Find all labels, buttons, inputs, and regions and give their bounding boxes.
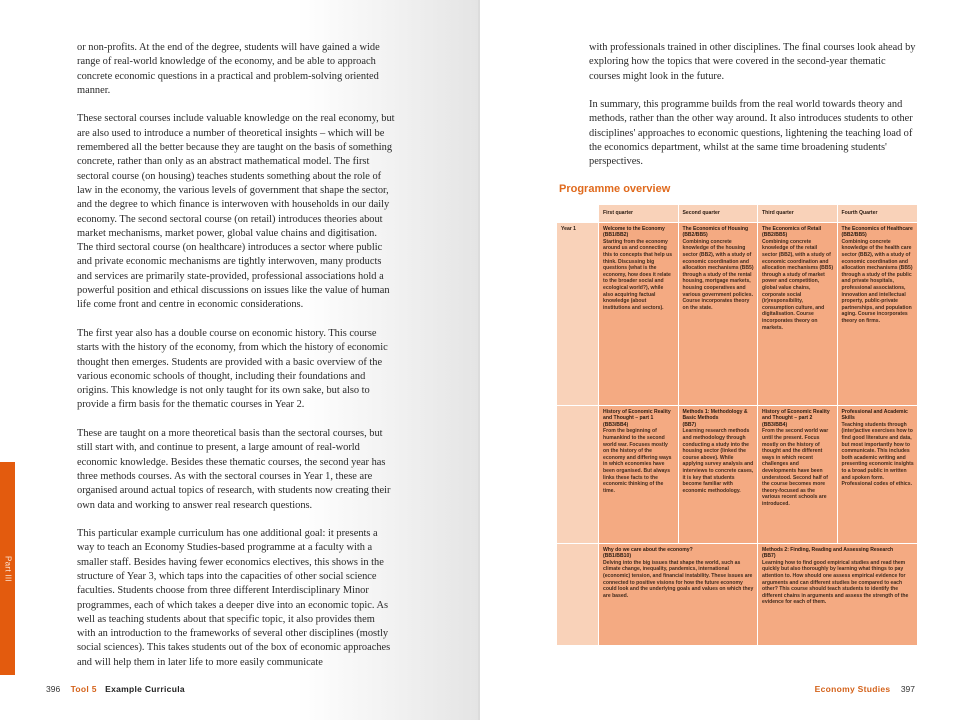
paragraph: These sectoral courses include valuable knowledge on the real economy, but are also used to introduce a number of theoretical insights – which will be remembered all the better because they are taught on the basis of something concrete, rather than only as an abstract mathematical model. The first sectoral course (on housing) teaches students something about the role of law in the economy, the various levels of government that shape the sector, and the degree to which finance is interwoven with households in our daily economy. The second sectoral course (on retail) introduces theories about market mechanisms, market power, global value chains and digitisation. The third sectoral course (on healthcare) introduces a sector where public and private economic mechanisms are tightly interwoven, many products and services are primarily state-provided, professional associations hold a powerful position and ethical discussions on issues like the value of human life come front and centre in economic considerations. bbox=[77, 113, 395, 311]
page-number: 397 bbox=[900, 684, 915, 694]
course-title: History of Economic Reality and Thought – part 2 bbox=[762, 408, 830, 422]
tool-label: Tool 5 bbox=[70, 684, 97, 694]
paragraph: In summary, this programme builds from the real world towards theory and methods, rather than the other way around. It also introduces students to other disciplines' approaches to economic questions, lightening the teaching load of the economics department, whilst at the same time broadening students' perspectives. bbox=[589, 99, 913, 168]
course-cell bbox=[838, 223, 918, 406]
year-label: Year 1 bbox=[557, 223, 599, 406]
header-cell: Third quarter bbox=[758, 205, 838, 223]
year-label-empty bbox=[557, 544, 599, 646]
course-description: Learning research methods and methodology through conducting a study into the housing sector (linked the course above). While applying survey analysis and interviews to concrete cases, it is key that students become familiar with economic methodology. bbox=[682, 428, 754, 494]
course-description: From the second world war until the present. Focus mostly on the history of thought and the different ways in which recent challenges and developments have been understood. Second half of the course becomes more theory-focused as the various recent schools are introduced. bbox=[762, 428, 829, 507]
section-heading: Programme overview bbox=[559, 183, 671, 195]
table-row bbox=[557, 406, 917, 544]
course-code: (BB7) bbox=[682, 421, 697, 428]
course-code: (BB7) bbox=[762, 553, 776, 560]
course-cell bbox=[758, 406, 838, 544]
course-cell-wide bbox=[758, 544, 917, 646]
course-description: Combining concrete knowledge of the retail sector (BB2), with a study of economic coordination and allocation mechanisms (BB5) through a study of market power and competition, global value chains, corporate social (ir)responsibility, consumption culture, and digitalisation. Course incorporates theory on markets. bbox=[762, 238, 834, 331]
course-title: Methods 1: Methodology & Basic Methods bbox=[682, 408, 748, 422]
course-cell bbox=[599, 223, 679, 406]
course-description: Teaching students through (inter)active exercises how to find good literature and data, but most importantly how to communicate. This includes both academic writing and presenting economic insights to a broad public in written and spoken form. Professional codes of ethics. bbox=[841, 421, 914, 488]
course-title: Methods 2: Finding, Reading and Assessing Research bbox=[762, 546, 894, 553]
course-title: The Economics of Healthcare bbox=[841, 225, 913, 232]
course-cell bbox=[838, 406, 918, 544]
course-title: Why do we care about the economy? bbox=[603, 546, 693, 553]
course-cell bbox=[679, 223, 759, 406]
course-code: (BB2/BB5) bbox=[762, 232, 788, 239]
year-label-empty bbox=[557, 406, 599, 544]
paragraph: with professionals trained in other disciplines. The final courses look ahead by exploring how the topics that were covered in the second-year thematic courses might look in the future. bbox=[589, 42, 916, 82]
course-title: The Economics of Housing bbox=[682, 225, 749, 232]
paragraph: This particular example curriculum has one additional goal: it presents a way to teach an Economy Studies-based programme at a faculty with a smaller staff. Besides having fewer economics electives, this shows in the structure of Year 3, which taps into the capacities of other social science faculties. Students choose from three different Interdisciplinary Minor programmes, each of which takes a deeper dive into an economic topic. As well as teaching students about that specific topic, it also provides them with an introduction to the frameworks of several other disciplines (mostly social sciences). This takes students out of the box of economic approaches and will help them in later life to more easily communicate bbox=[77, 528, 391, 668]
course-title: History of Economic Reality and Thought – part 1 bbox=[603, 408, 671, 422]
course-cell bbox=[758, 223, 838, 406]
table-header-row bbox=[557, 205, 917, 223]
course-code: (BB3/BB4) bbox=[762, 421, 788, 428]
course-description: Combining concrete knowledge of the housing sector (BB2), with a study of economic coordination and allocation mechanisms (BB5) through a study of the rental housing, mortgage markets, housing cooperatives and various government policies. Course incorporates theory on the state. bbox=[682, 238, 754, 311]
course-code: (BB2/BB5) bbox=[841, 232, 867, 239]
table-row bbox=[557, 544, 917, 646]
course-code: (BB3/BB4) bbox=[603, 421, 629, 428]
paragraph: These are taught on a more theoretical basis than the sectoral courses, but still start with, and continue to present, a large amount of real-world economic knowledge. Besides these thematic courses, the second year has three methods courses. As with the sectoral courses in Year 1, these are organised around actual topics of research, with students now creating their own data and working to answer real research questions. bbox=[77, 428, 391, 511]
course-description: Starting from the economy around us and connecting this to concepts that help us think. Discussing big questions (what is the economy, how does it relate to the broader social and ecological world?), while also acquiring factual knowledge (about institutions and sectors). bbox=[603, 238, 673, 311]
course-cell bbox=[679, 406, 759, 544]
right-footer bbox=[815, 684, 915, 694]
part-tab-label: Part III bbox=[3, 555, 12, 582]
course-cell-wide bbox=[599, 544, 758, 646]
paragraph: or non-profits. At the end of the degree, students will have gained a wide range of real-world knowledge of the economy, and be able to approach concrete economic questions in a practical and problem-solving oriented manner. bbox=[77, 42, 380, 96]
course-code: (BB1/BB10) bbox=[603, 553, 632, 560]
header-cell: Fourth Quarter bbox=[838, 205, 918, 223]
course-title: Professional and Academic Skills bbox=[841, 408, 908, 422]
left-body-text bbox=[77, 41, 395, 684]
course-title: The Economics of Retail bbox=[762, 225, 822, 232]
section-label: Example Curricula bbox=[105, 684, 185, 694]
course-description: Delving into the big issues that shape the world, such as climate change, inequality, pandemics, international (economic) tension, and financial instability. These issues are connected to positive visions for how the future economy could look and the underlying goals and values on which they are based. bbox=[603, 559, 754, 599]
part-tab bbox=[0, 462, 15, 675]
brand-label: Economy Studies bbox=[814, 684, 891, 694]
course-cell bbox=[599, 406, 679, 544]
course-description: Learning how to find good empirical studies and read them quickly but also thoroughly by learning what things to pay attention to. How should one assess empirical evidence for arguments and can different studies be compared to each other? This course should teach students to identify the different chains in arguments and assess the strength of the evidence for each of them. bbox=[762, 559, 909, 606]
paragraph: The first year also has a double course on economic history. This course starts with the history of the economy, from which the history of economic thought then emerges. Students are provided with a basic overview of the various economic schools of thought, including their foundations and origins. This knowledge is not only taught for its own sake, but also to provide a firm basis for the thematic courses in Year 2. bbox=[77, 327, 388, 411]
course-description: From the beginning of humankind to the second world war. Focuses mostly on the history of the economy and differing ways in which economies have been organised. But always links these facts to the economic thinking of the time. bbox=[603, 428, 672, 494]
right-body-text bbox=[589, 41, 919, 184]
page-number: 396 bbox=[46, 684, 61, 694]
header-cell: Second quarter bbox=[679, 205, 759, 223]
course-description: Combining concrete knowledge of the health care sector (BB2), with a study of economic coordination and allocation mechanisms (BB5) through a study of the public and private hospitals, professional associations, innovation and intellectual property, public-private partnerships, and population aging. Course incorporates theory on firms. bbox=[841, 238, 913, 324]
programme-overview-table bbox=[557, 205, 917, 646]
header-cell: First quarter bbox=[599, 205, 679, 223]
course-code: (BB1/BB2) bbox=[603, 232, 629, 239]
table-row bbox=[557, 223, 917, 406]
course-title: Welcome to the Economy bbox=[603, 225, 665, 232]
course-code: (BB2/BB5) bbox=[682, 232, 708, 239]
left-footer bbox=[46, 684, 185, 694]
header-cell bbox=[557, 205, 599, 223]
